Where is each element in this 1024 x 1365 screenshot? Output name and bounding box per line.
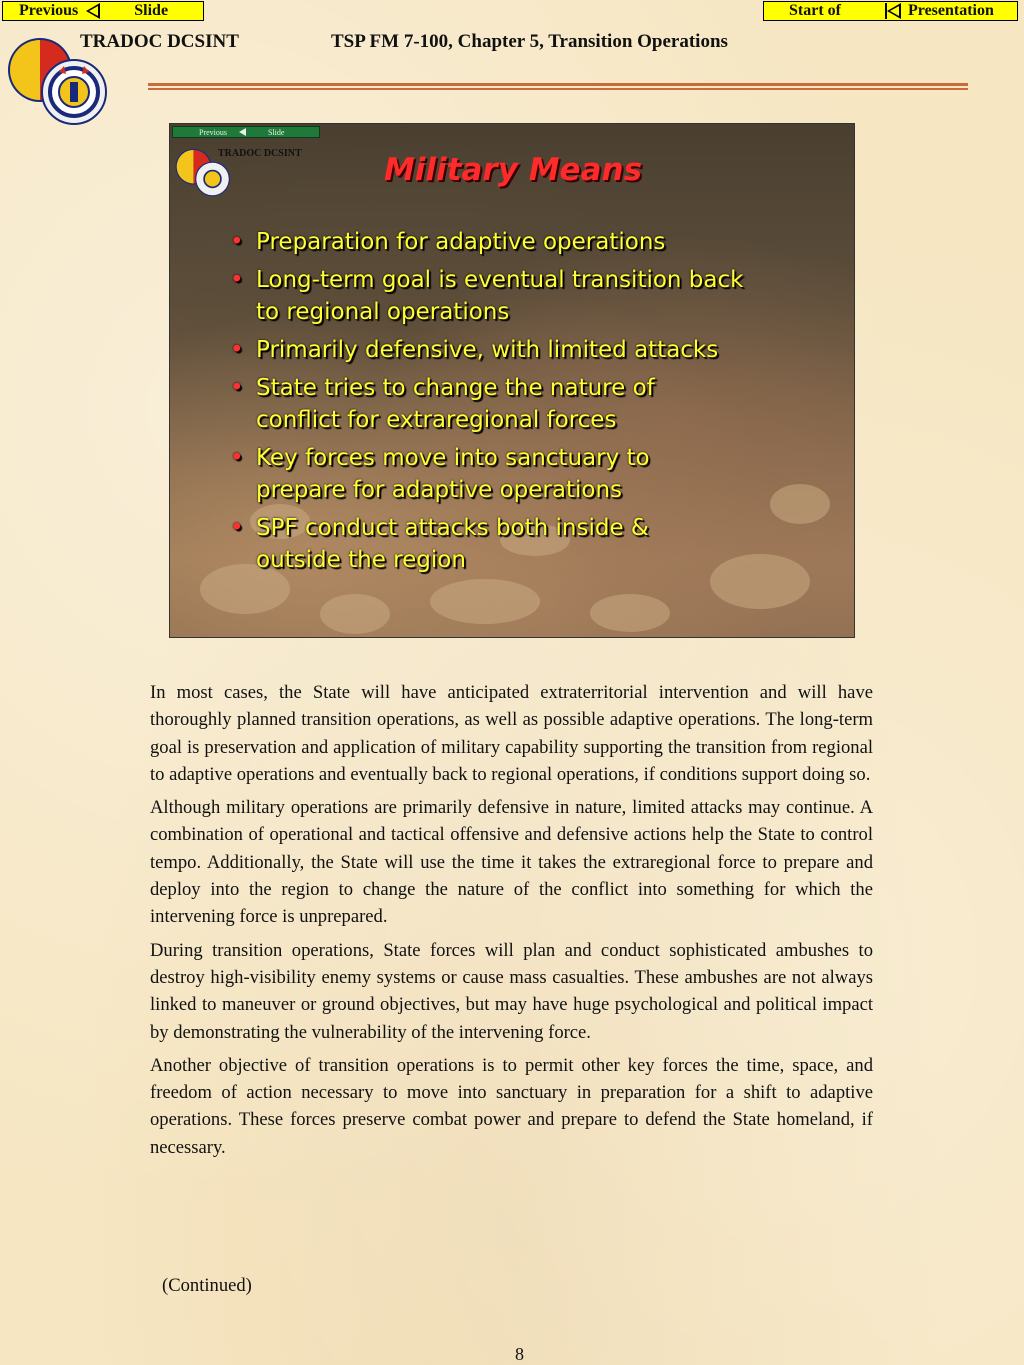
slide-bullet: • State tries to change the nature of conflict for extraregional forces (228, 372, 726, 436)
previous-label: Previous (19, 2, 79, 19)
slide-nav-bar (172, 126, 320, 138)
start-of-label: Start of (789, 2, 841, 19)
body-paragraph: Although military operations are primarily defensive in nature, limited attacks may continue. A combination of operational and tactical offensive and defensive actions help the State to control tempo. Additionally, the State will use the time it takes the extraregional force to prepare and deploy into the region to change the nature of the conflict into something for which the intervening force is unprepared. (150, 797, 873, 928)
slide-nav-arrow-icon (239, 128, 246, 136)
slide-bullet: • Key forces move into sanctuary to prepare for adaptive operations (228, 442, 726, 506)
body-text (150, 679, 873, 1167)
slide-bullet: • Preparation for adaptive operations (228, 226, 756, 258)
continued-note: (Continued) (162, 1275, 252, 1296)
start-of-presentation-button[interactable] (763, 1, 1018, 21)
header-org: TRADOC DCSINT (80, 31, 239, 52)
presentation-label: Presentation (907, 2, 994, 19)
body-paragraph: Another objective of transition operations is to permit other key forces the time, space, and freedom of action necessary to move into sanctuary in preparation for a shift to adaptive operations. These forces preserve combat power and prepare to defend the State homeland, if necessary. (150, 1054, 873, 1158)
body-paragraph: In most cases, the State will have anticipated extraterritorial intervention and will have thoroughly planned transition operations, as well as possible adaptive operations. The long-term goal is preservation and application of military capability supporting the transition from regional to adaptive operations and eventually back to regional operations, if conditions support doing so. (150, 682, 873, 785)
slide-bullet: • Primarily defensive, with limited attacks (228, 334, 816, 366)
slide-nav-previous: Previous (199, 127, 227, 137)
document-title: TSP FM 7-100, Chapter 5, Transition Operations (331, 31, 728, 52)
slide-org: TRADOC DCSINT (218, 148, 302, 159)
header-divider (148, 83, 968, 92)
slide-label: Slide (134, 2, 169, 19)
slide-title: Military Means (383, 152, 643, 188)
page-number: 8 (515, 1344, 524, 1364)
first-slide-icon (885, 3, 901, 19)
previous-slide-button[interactable] (2, 1, 204, 21)
slide-bullet: • SPF conduct attacks both inside & outside the region (228, 512, 726, 576)
slide-bullet: • Long-term goal is eventual transition back to regional operations (228, 264, 756, 328)
slide-bullet-list (228, 226, 828, 582)
back-arrow-icon (86, 3, 100, 19)
body-paragraph: During transition operations, State forces will plan and conduct sophisticated ambushes to destroy high-visibility enemy systems or cause mass casualties. These ambushes are not always linked to maneuver or ground objectives, but may have huge psychological and political impact by demonstrating the vulnerability of the intervening force. (150, 939, 873, 1043)
slide-image (169, 123, 855, 638)
slide-nav-slide: Slide (268, 127, 285, 137)
